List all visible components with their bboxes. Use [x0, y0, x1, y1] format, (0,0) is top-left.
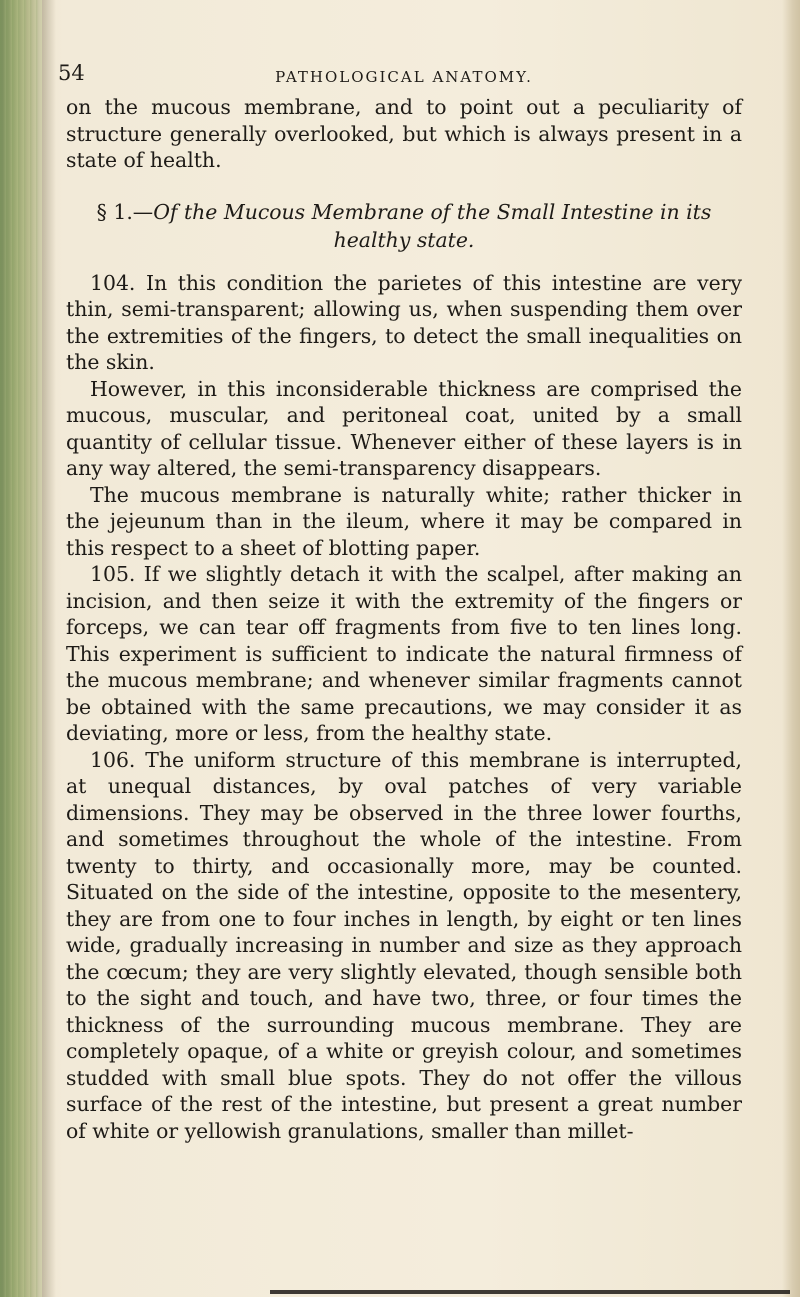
running-title: PATHOLOGICAL ANATOMY. [275, 68, 533, 86]
section-heading [66, 198, 742, 254]
paragraph-number: 105. [90, 562, 136, 586]
paragraph-number: 104. [90, 270, 136, 295]
book-binding [0, 0, 42, 1297]
paragraph-text: In this condition the parietes of this intestine are very thin, semi-transparent; allowing us, when suspending them over the extremities of the fingers, to detect the small inequalities on the skin. [66, 270, 743, 374]
bottom-rule [270, 1290, 790, 1294]
intro-paragraph: on the mucous membrane, and to point out a peculiarity of structure generally overlooked, but which is always present in a state of health. [66, 95, 742, 172]
paragraph-text: If we slightly detach it with the scalpel, after making an incision, and then seize it with the extremity of the fingers or forceps, we can tear off fragments from five to ten lines long. This experiment is sufficient to indicate the natural firmness of the mucous membrane; and whenever similar fragments cannot be obtained with the same precautions, we may consider it as deviating, more or less, from the healthy state. [66, 562, 742, 745]
page-text [58, 61, 743, 1144]
page-number: 54 [58, 61, 85, 85]
gutter-shadow [42, 0, 56, 1297]
page-header [58, 61, 742, 88]
page-edge [782, 0, 800, 1297]
paragraph-text: The uniform structure of this membrane is interrupted, at unequal distances, by oval patches of very variable dimensions. They may be observed in the three lower fourths, and sometimes throughout the whole of the intestine. From twenty to thirty, and occasionally more, may be counted. Situated on the side of the intestine, opposite to the mesentery, they are from one to four inches in length, by eight or ten lines wide, gradually increasing in number and size as they approach the cœcum; they are very slightly elevated, though sensible both to the sight and touch, and have two, three, or four times the thickness of the surrounding mucous membrane. They are completely opaque, of a white or greyish colour, and sometimes studded with small blue spots. They do not offer the villous surface of the rest of the intestine, but present a great number of white or yellowish granulations, smaller than millet- [66, 747, 742, 1143]
paragraph [66, 482, 742, 562]
paragraph-text: The mucous membrane is naturally white; rather thicker in the jejeunum than in the ileum, where it may be compared in this respect to a sheet of blotting paper. [66, 482, 742, 560]
paragraph-text: However, in this inconsiderable thickness are comprised the mucous, muscular, and peritoneal coat, united by a small quantity of cellular tissue. Whenever either of these layers is in any way altered, the semi-transparency disappears. [66, 376, 742, 480]
paragraph-104 [66, 270, 742, 376]
paragraph-105 [66, 561, 742, 747]
section-mark: § 1.— [96, 199, 154, 224]
paragraph-number: 106. [90, 747, 136, 772]
paragraph [66, 376, 742, 482]
paragraph-106 [66, 747, 742, 1145]
section-title: Of the Mucous Membrane of the Small Intestine in its healthy state. [153, 199, 712, 252]
